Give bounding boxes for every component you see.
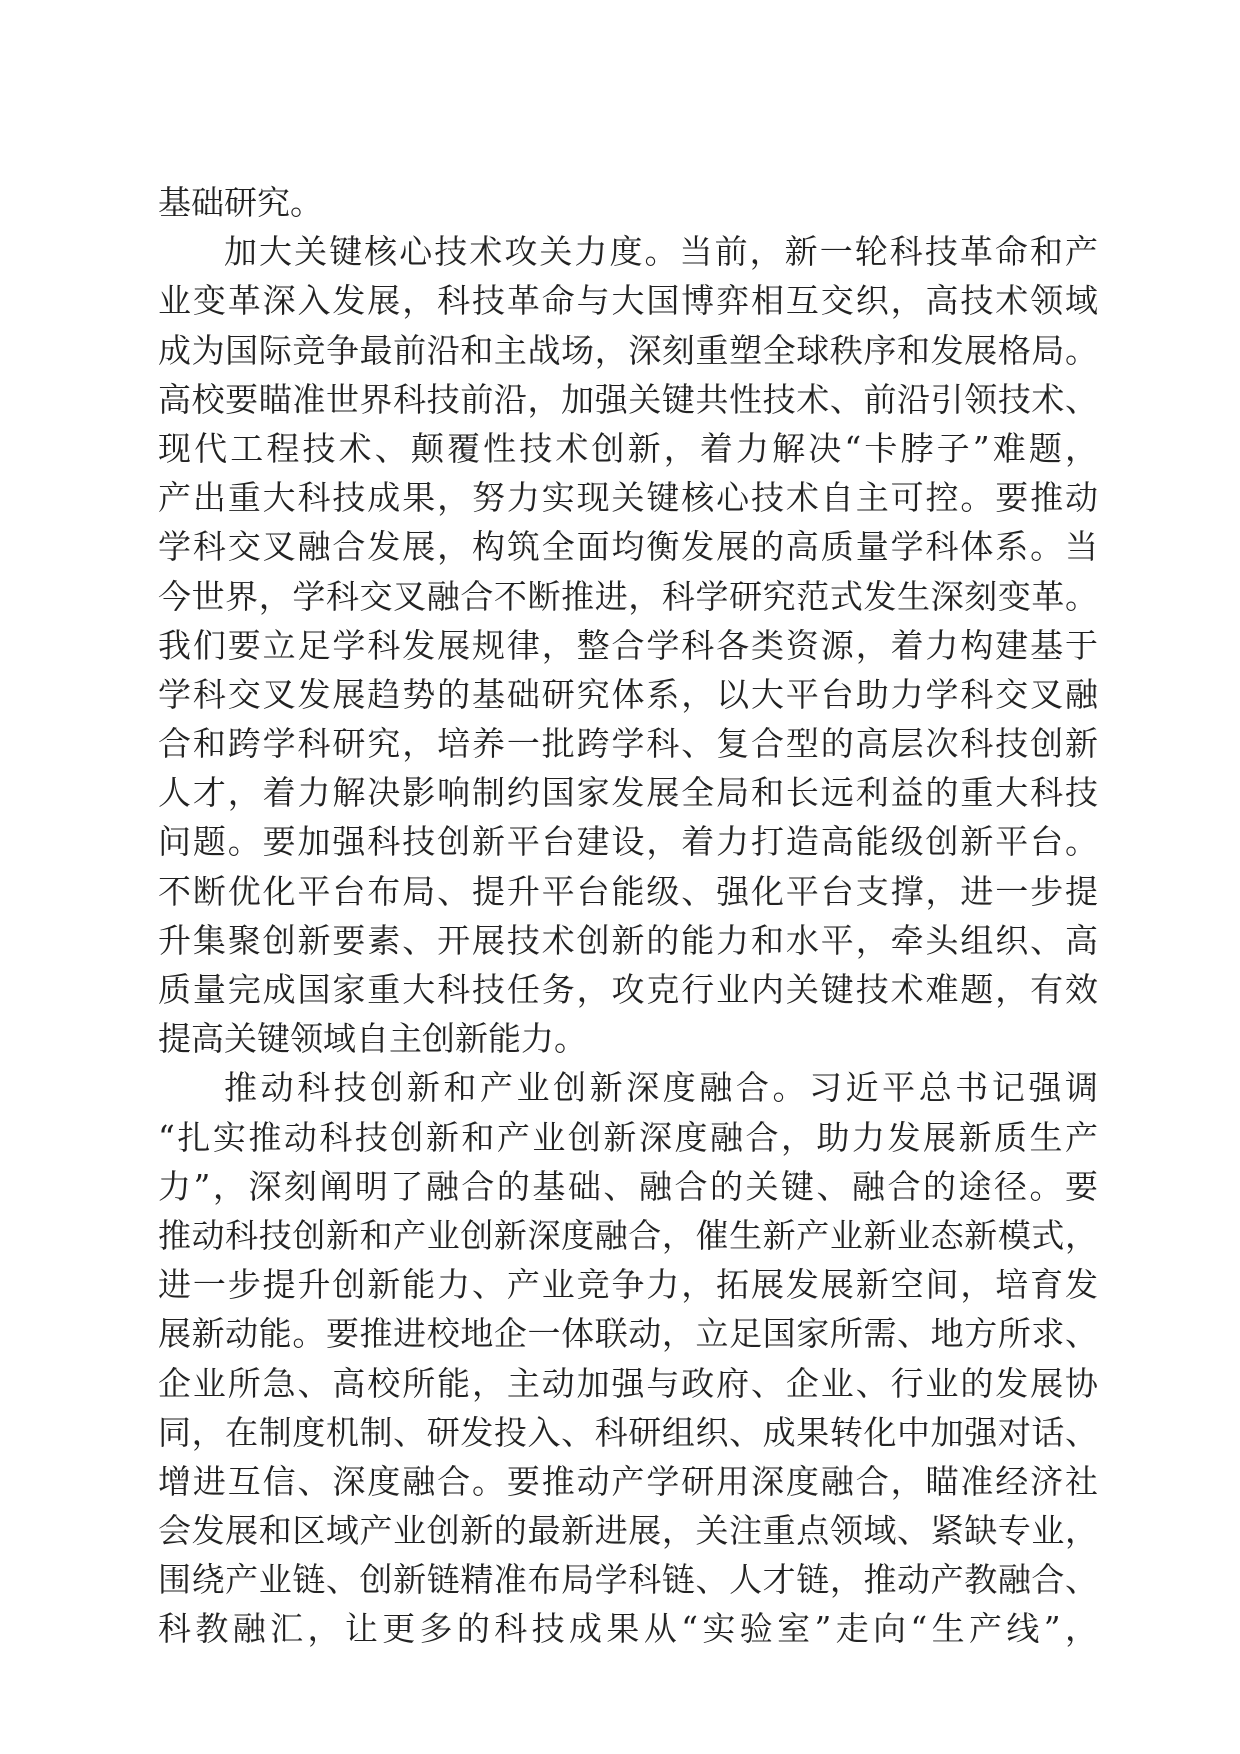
text-line: 提高关键领域自主创新能力。 <box>158 1019 587 1059</box>
text-line: 基础研究。 <box>158 183 323 222</box>
text-line: 问题。要加强科技创新平台建设，着力打造高能级创新平台。 <box>158 822 1098 862</box>
text-line: 展新动能。要推进校地企一体联动，立足国家所需、地方所求、 <box>158 1314 1098 1354</box>
text-line: 学科交叉发展趋势的基础研究体系，以大平台助力学科交叉融 <box>158 674 1098 714</box>
text-line: 会发展和区域产业创新的最新进展，关注重点领域、紧缺专业， <box>158 1511 1098 1551</box>
text-line: 业变革深入发展，科技革命与大国博弈相互交织，高技术领域 <box>158 281 1098 321</box>
text-line: 高校要瞄准世界科技前沿，加强关键共性技术、前沿引领技术、 <box>158 379 1098 419</box>
text-line: 企业所急、高校所能，主动加强与政府、企业、行业的发展协 <box>158 1363 1098 1403</box>
text-line: 力”，深刻阐明了融合的基础、融合的关键、融合的途径。要 <box>158 1166 1098 1206</box>
text-line: 增进互信、深度融合。要推动产学研用深度融合，瞄准经济社 <box>158 1461 1098 1501</box>
text-line: 质量完成国家重大科技任务，攻克行业内关键技术难题，有效 <box>158 970 1098 1009</box>
text-line: 进一步提升创新能力、产业竞争力，拓展发展新空间，培育发 <box>158 1265 1098 1305</box>
text-line: “扎实推动科技创新和产业创新深度融合，助力发展新质生产 <box>158 1117 1098 1157</box>
text-line: 合和跨学科研究，培养一批跨学科、复合型的高层次科技创新 <box>158 724 1098 764</box>
text-line: 升集聚创新要素、开展技术创新的能力和水平，牵头组织、高 <box>158 920 1098 960</box>
text-line: 围绕产业链、创新链精准布局学科链、人才链，推动产教融合、 <box>158 1560 1098 1600</box>
text-line: 成为国际竞争最前沿和主战场，深刻重塑全球秩序和发展格局。 <box>158 330 1098 370</box>
paragraph-first-line: 加大关键核心技术攻关力度。当前，新一轮科技革命和产 <box>224 232 1098 272</box>
text-line: 科教融汇，让更多的科技成果从“实验室”走向“生产线”， <box>158 1609 1098 1649</box>
text-line: 不断优化平台布局、提升平台能级、强化平台支撑，进一步提 <box>158 871 1098 911</box>
text-line: 产出重大科技成果，努力实现关键核心技术自主可控。要推动 <box>158 478 1098 518</box>
text-line: 人才，着力解决影响制约国家发展全局和长远利益的重大科技 <box>158 773 1098 813</box>
body-text <box>158 178 1098 1654</box>
text-line: 推动科技创新和产业创新深度融合，催生新产业新业态新模式， <box>158 1215 1098 1255</box>
paragraph-first-line: 推动科技创新和产业创新深度融合。习近平总书记强调 <box>224 1068 1098 1108</box>
text-line: 学科交叉融合发展，构筑全面均衡发展的高质量学科体系。当 <box>158 527 1098 567</box>
text-line: 我们要立足学科发展规律，整合学科各类资源，着力构建基于 <box>158 625 1098 665</box>
text-line: 今世界，学科交叉融合不断推进，科学研究范式发生深刻变革。 <box>158 576 1098 616</box>
text-line: 同，在制度机制、研发投入、科研组织、成果转化中加强对话、 <box>158 1412 1098 1452</box>
text-line: 现代工程技术、颠覆性技术创新，着力解决“卡脖子”难题， <box>158 428 1098 468</box>
